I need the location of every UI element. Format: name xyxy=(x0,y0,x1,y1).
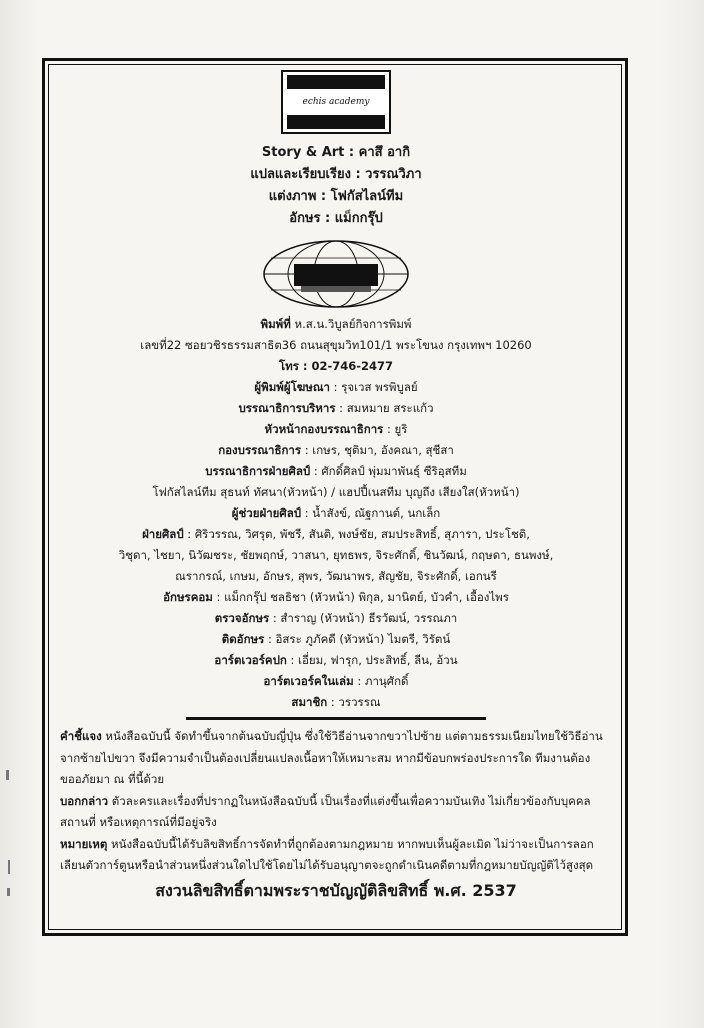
printer-value: ห.ส.น.วิบูลย์กิจการพิมพ์ xyxy=(294,317,412,331)
credits-block xyxy=(56,142,616,230)
staff-row: ตรวจอักษร : สำราญ (หัวหน้า) ธีรวัฒน์, วรรณภา xyxy=(214,611,458,625)
staff-row: สมาชิก : วรวรรณ xyxy=(291,695,381,709)
staff-row: วิชุดา, ไชยา, นิวัฒชระ, ชัยพฤกษ์, วาสนา, ยุทธพร, จิระศักดิ์, ชินวัฒน์, กฤษดา, ธนพงษ์, xyxy=(118,548,554,562)
printer-line xyxy=(56,314,616,335)
address-line: เลขที่22 ซอยวชิรธรรมสาธิต36 ถนนสุขุมวิท101/1 พระโขนง กรุงเทพฯ 10260 xyxy=(140,338,532,352)
staff-row: อาร์ตเวอร์คในเล่ม : ภานุศักดิ์ xyxy=(263,674,409,688)
publisher-globe-logo xyxy=(261,238,411,310)
staff-row: กองบรรณาธิการ : เกษร, ชุติมา, อังคณา, สุชีสา xyxy=(218,443,454,457)
staff-row: อักษรคอม : แม็กกรุ๊ป ชลธิชา (หัวหน้า) พิกุล, มานิตย์, บัวคำ, เอื้องไพร xyxy=(163,590,509,604)
credit-translation: แปลและเรียบเรียง : วรรณวิภา xyxy=(250,167,422,182)
note-remark: หมายเหตุ หนังสือฉบับนี้ได้รับลิขสิทธิ์การจัดทำที่ถูกต้องตามกฎหมาย หากพบเห็นผู้ละเมิด ไม่ว่าจะเป็นการลอกเลียนตัวการ์ตูนหรือนำส่วนหนึ่งส่วนใดไปใช้โดยไม่ได้รับอนุญาตจะถูกดำเนินคดีตามที่กฎหมายบัญญัติไว้สูงสุด xyxy=(60,836,594,872)
staff-row: บรรณาธิการฝ่ายศิลป์ : ศักดิ์ศิลป์ พุ่มมาพันธุ์ ซีริอุสทีม xyxy=(205,464,467,478)
credits-page xyxy=(56,70,616,930)
printer-label: พิมพ์ที่ xyxy=(260,317,291,331)
staff-row: ติดอักษร : อิสระ ภูภัคดี (หัวหน้า) ไมตรี, วิรัตน์ xyxy=(221,632,451,646)
section-divider xyxy=(186,717,486,720)
staff-row: โฟกัสไลน์ทีม สุธนท์ ทัศนา(หัวหน้า) / แฮปปี้เนสทีม บุญถึง เสียงใส(หัวหน้า) xyxy=(152,485,520,499)
notes-block xyxy=(56,726,616,877)
scan-speck xyxy=(6,770,9,780)
staff-row: บรรณาธิการบริหาร : สมหมาย สระแก้ว xyxy=(238,401,434,415)
scan-speck xyxy=(7,888,10,896)
staff-row: ผู้ช่วยฝ่ายศิลป์ : น้ำสังข์, ณัฐกานต์, นกเล็ก xyxy=(231,506,441,520)
credit-lettering: อักษร : แม็กกรุ๊ป xyxy=(289,211,383,226)
staff-row: ณรากรณ์, เกษม, อักษร, สุพร, วัฒนาพร, สัญชัย, จิระศักดิ์, เอกนรี xyxy=(175,569,497,583)
credit-retouch: แต่งภาพ : โฟกัสไลน์ทีม xyxy=(268,189,404,204)
staff-row: ฝ่ายศิลป์ : ศิริวรรณ, วิศรุต, พัชรี, สันติ, พงษ์ชัย, สมประสิทธิ์, สุภารา, ประโชติ, xyxy=(142,527,530,541)
publisher-block xyxy=(56,314,616,377)
staff-row: อาร์ตเวอร์คปก : เอี่ยม, ฟารุก, ประสิทธิ์, ลีน, อ้วน xyxy=(214,653,458,667)
staff-row: หัวหน้ากองบรรณาธิการ : ยูริ xyxy=(264,422,408,436)
phone-line: โทร : 02-746-2477 xyxy=(278,359,394,373)
magazine-logo xyxy=(281,70,391,134)
copyright-notice: สงวนลิขสิทธิ์ตามพระราชบัญญัติลิขสิทธิ์ พ.ศ. 2537 xyxy=(155,880,517,900)
staff-row: ผู้พิมพ์ผู้โฆษณา : รุจเวส พรพิบูลย์ xyxy=(254,380,418,394)
staff-list xyxy=(56,377,616,713)
note-disclaimer: บอกกล่าว ตัวละครและเรื่องที่ปรากฏในหนังสือฉบับนี้ เป็นเรื่องที่แต่งขึ้นเพื่อความบันเทิง ไม่เกี่ยวข้องกับบุคคล สถานที่ หรือเหตุการณ์ที่มีอยู่จริง xyxy=(60,793,591,829)
logo-subtitle: echis academy xyxy=(302,97,370,107)
credit-story-art: Story & Art : คาสึ อากิ xyxy=(261,145,411,160)
note-explanation: คำชี้แจง หนังสือฉบับนี้ จัดทำขึ้นจากต้นฉบับญี่ปุ่น ซึ่งใช้วิธีอ่านจากขวาไปซ้าย แต่ตามธรรมเนียมไทยใช้วิธีอ่านจากซ้ายไปขวา จึงมีความจำเป็นต้องเปลี่ยนแปลงเนื้อหาให้เหมาะสม หากมีข้อบกพร่องประการใด ทีมงานต้องขออภัยมา ณ ที่นี้ด้วย xyxy=(60,729,603,786)
scan-speck xyxy=(8,860,10,874)
